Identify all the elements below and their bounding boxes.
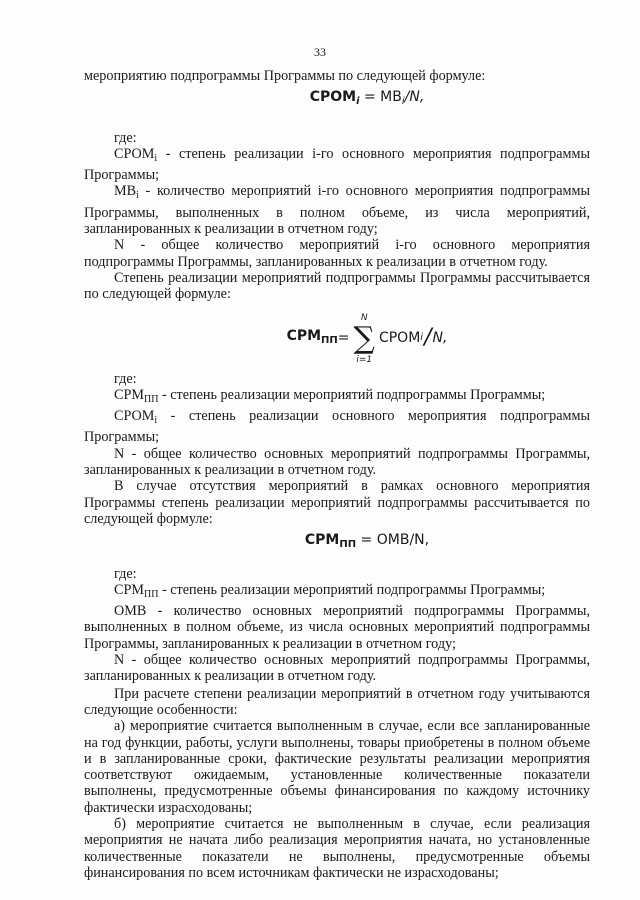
formula-srm-term: СРОМ (378, 330, 421, 347)
formula-srm-omv-lhs: СРМ (304, 532, 340, 549)
definition-srm-pp-2-sub: ПП (143, 588, 159, 600)
formula-srom-rhs: МВ (380, 89, 402, 106)
definition-srm-pp-2 (84, 582, 590, 603)
formula-srom-lhs: СРОМ (309, 89, 357, 106)
formula-srm-omv-rhs: ОМВ/N, (376, 532, 430, 549)
definition-n-2: N - общее количество основных мероприятий подпрограммы Программы, запланированных к реализации в отчетном году. (84, 445, 590, 479)
definition-srom-text: - степень реализации i-го основного мероприятия подпрограммы Программы; (84, 145, 590, 184)
definition-srom (84, 146, 590, 184)
definition-mv-text: - количество мероприятий i-го основного мероприятия подпрограммы Программы, выполненных в полном объеме, из числа мероприятий, запланированных к реализации в отчетном году; (84, 183, 590, 238)
where-label-2: где: (114, 370, 137, 387)
definition-srom-2-term: СРОМ (114, 408, 155, 425)
definition-srom-2-text: - степень реализации основного мероприятия подпрограммы Программы; (84, 408, 590, 446)
where-label-3: где: (114, 565, 137, 582)
formula-srm-equals: = (337, 330, 350, 347)
definition-srom-2 (84, 408, 590, 446)
definition-srm-pp-1-sub: ПП (143, 393, 159, 405)
definition-srm-pp-2-text: - степень реализации мероприятий подпрограммы Программы; (158, 581, 546, 598)
definition-omv: ОМВ - количество основных мероприятий подпрограммы Программы, выполненных в полном объеме, из числа основных мероприятий подпрограммы Программы, запланированных к реализации в отчетном году; (84, 603, 590, 652)
formula-srom-equals: = (359, 89, 381, 106)
formula-srom-lhs-sub: i (356, 96, 360, 108)
paragraph-features: При расчете степени реализации мероприятий в отчетном году учитываются следующие особенности: (84, 685, 590, 718)
summation-lower-limit: i=1 (356, 354, 373, 365)
summation-upper-limit: N (360, 312, 368, 323)
definition-srm-pp-1-term: СРМ (114, 386, 144, 403)
page-body (84, 68, 590, 881)
formula-srm-omv (84, 532, 590, 553)
definition-srm-pp-1 (84, 387, 590, 408)
formula-srm-slash: / (424, 325, 432, 351)
paragraph-intro: мероприятию подпрограммы Программы по следующей формуле: (84, 68, 486, 84)
formula-srom (84, 89, 590, 110)
list-item-b: б) мероприятие считается не выполненным в случае, если реализация мероприятия не начата либо реализация мероприятия начата, но установленные количественные показатели не выполнены, предусмотренные объемы финансирования по всем источникам фактически не израсходованы; (84, 815, 590, 881)
paragraph-srm-intro: Степень реализации мероприятий подпрограммы Программы рассчитывается по следующей формуле: (84, 269, 590, 303)
formula-srm-tail: N, (432, 330, 448, 347)
formula-srm-lhs-sub: ПП (321, 334, 338, 346)
formula-srom-tail: /N, (404, 89, 425, 106)
page-number: 33 (314, 45, 326, 59)
definition-n-1: N - общее количество мероприятий i-го основного мероприятия подпрограммы Программы, запланированных к реализации в отчетном году. (84, 237, 590, 270)
definition-n-3: N - общее количество основных мероприятий подпрограммы Программы, запланированных к реализации в отчетном году. (84, 652, 590, 685)
formula-srom-rhs-sub: i (401, 96, 405, 108)
definition-srom-sub: i (154, 152, 158, 164)
paragraph-absence-case: В случае отсутствия мероприятий в рамках основного мероприятия Программы степень реализации мероприятий подпрограммы рассчитывается по следующей формуле: (84, 478, 590, 527)
definition-srom-2-sub: i (154, 415, 158, 427)
summation-sigma: ∑ (353, 320, 375, 356)
formula-srm-term-sub: i (420, 332, 424, 344)
definition-srm-pp-2-term: СРМ (114, 581, 144, 598)
definition-srm-pp-1-text: - степень реализации мероприятий подпрограммы Программы; (158, 386, 546, 403)
list-item-a: а) мероприятие считается выполненным в случае, если все запланированные на год функции, работы, услуги выполнены, товары приобретены в полном объеме и в запланированные сроки, фактические результаты реализации мероприятия соответствуют ожидаемым, установленные количественные показатели выполнены, предусмотренные объемы финансирования по каждому источнику фактически израсходованы; (84, 718, 590, 816)
definition-mv (84, 183, 590, 237)
formula-srm-lhs: СРМ (286, 327, 322, 344)
summation-operator (354, 313, 375, 365)
definition-srom-term: СРОМ (114, 145, 155, 162)
formula-srm-omv-equals: = (356, 532, 377, 549)
definition-mv-sub: i (136, 190, 139, 202)
definition-mv-term: МВ (114, 183, 137, 200)
where-label-1: где: (114, 129, 137, 146)
formula-srm-sum (84, 305, 590, 373)
formula-srm-omv-lhs-sub: ПП (339, 539, 357, 551)
